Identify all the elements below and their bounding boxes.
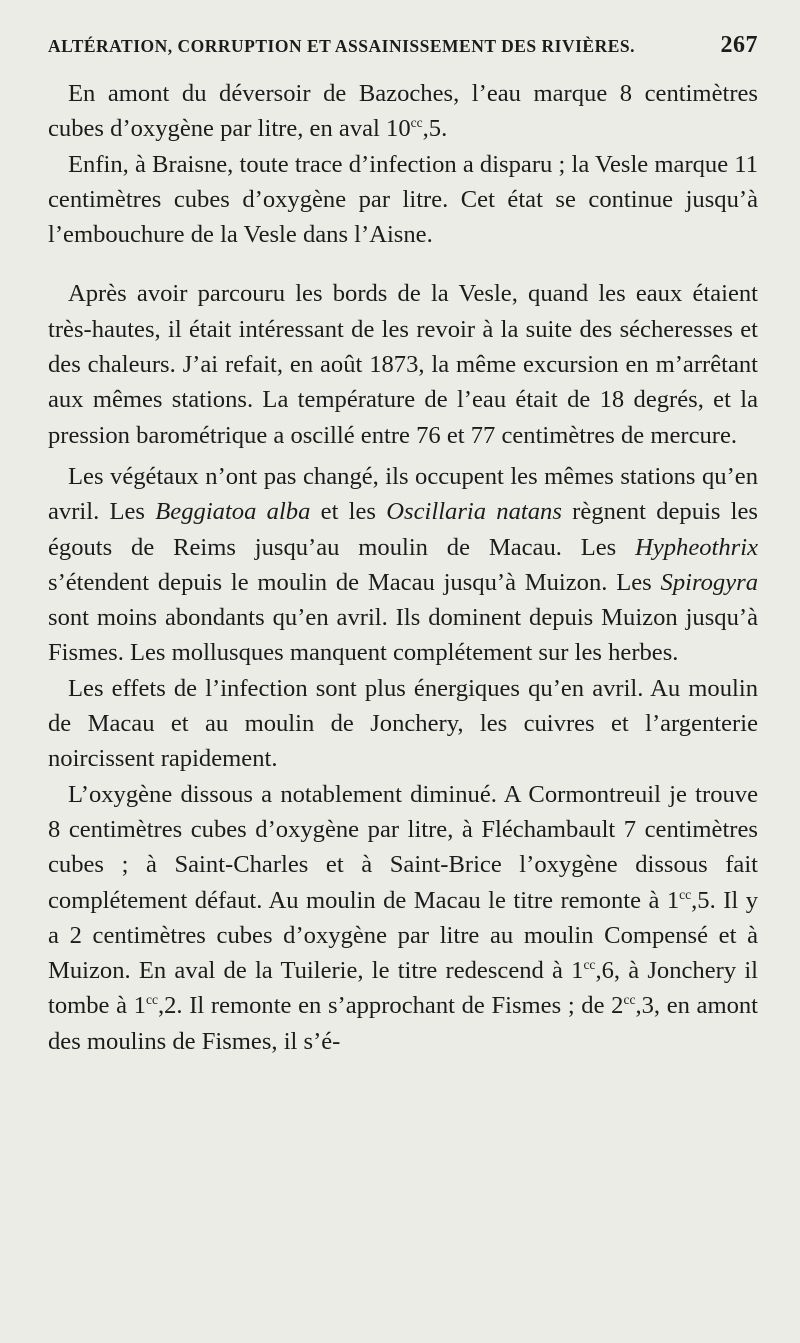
paragraph-6: L’oxygène dissous a notablement diminué. A Cormontreuil je trouve 8 centimètres cubes d’oxygène par litre, à Fléchambault 7 centimètres cubes ; à Saint-Charles et à Saint-Brice l’oxygène dissous fait complétement défaut. Au moulin de Macau le titre remonte à $1^{cc},5$. Il y a 2 centimètres cubes d’oxygène par litre au moulin Compensé et à Muizon. En aval de la Tuilerie, le titre redescend à $1^{cc},6$, à Jonchery il tombe à $1^{cc},2$. Il remonte en s’approchant de Fismes ; de $2^{cc},3$, en amont des moulins de Fismes, il s’é-: [48, 780, 759, 1055]
species-name: Hypheothrix: [635, 533, 758, 561]
page-number: 267: [720, 32, 758, 58]
running-title: ALTÉRATION, CORRUPTION ET ASSAINISSEMENT DES RIVIÈRES.: [48, 36, 636, 56]
paragraph-3: Après avoir parcouru les bords de la Vesle, quand les eaux étaient très-hautes, il était intéressant de les revoir à la suite des sécheresses et des chaleurs. J’ai refait, en août 1873, la même excursion en m’arrêtant aux mêmes stations. La température de l’eau était de 18 degrés, et la pression barométrique a oscillé entre 76 et 77 centimètres de mercure.: [48, 280, 758, 449]
paragraph-2: Enfin, à Braisne, toute trace d’infection a disparu ; la Vesle marque 11 centimètres cubes d’oxygène par litre. Cet état se continue jusqu’à l’embouchure de la Vesle dans l’Aisne.: [48, 150, 758, 249]
page-header: [48, 32, 758, 76]
species-name: Beggiatoa alba: [155, 498, 311, 526]
paragraph-5: Les effets de l’infection sont plus énergiques qu’en avril. Au moulin de Macau et au moulin de Jonchery, les cuivres et l’argenterie noircissent rapidement.: [48, 674, 758, 773]
species-name: Spirogyra: [660, 568, 758, 596]
species-name: Oscillaria natans: [386, 498, 562, 526]
paragraph-4: Les végétaux n’ont pas changé, ils occupent les mêmes stations qu’en avril. Les Beggiatoa alba et les Oscillaria natans règnent depuis les égouts de Reims jusqu’au moulin de Macau. Les Hypheothrix s’étendent depuis le moulin de Macau jusqu’à Muizon. Les Spirogyra sont moins abondants qu’en avril. Ils dominent depuis Muizon jusqu’à Fismes. Les mollusques manquent complétement sur les herbes.: [48, 462, 759, 667]
paragraph-1: En amont du déversoir de Bazoches, l’eau marque 8 centimètres cubes d’oxygène par litre, en aval $10^{cc},5$.: [48, 80, 758, 143]
body-text: [48, 76, 758, 1059]
